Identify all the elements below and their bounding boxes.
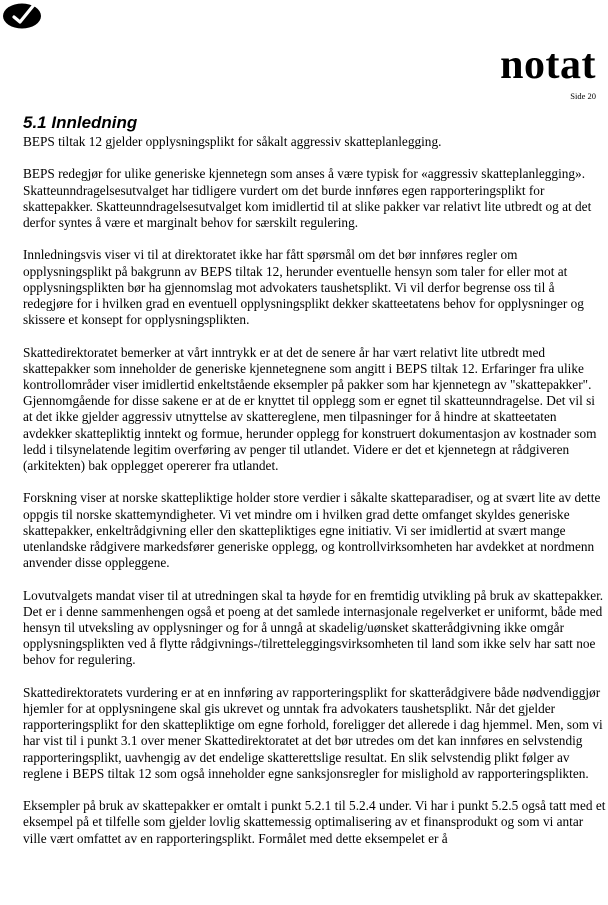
paragraph-2: BEPS redegjør for ulike generiske kjennetegn som anses å være typisk for «aggressiv skatteplanlegging». Skatteunndragelsesutvalget har tidligere vurdert om det burde innføres egen rapporteringsplikt for skattepakker. Skatteunndragelsesutvalget kom imidlertid til at slike pakker var relativt lite utbredt og at det derfor syntes å være et marginalt behov for særskilt regulering. bbox=[23, 166, 592, 230]
paragraph-3: Innledningsvis viser vi til at direktoratet ikke har fått spørsmål om det bør innføres regler om opplysningsplikt på bakgrunn av BEPS tiltak 12, herunder eventuelle hensyn som taler for eller mot at opplysningsplikten bør ha gjennomslag mot advokaters taushetsplikt. Vi vil derfor begrense oss til å redegjøre for i hvilken grad en eventuell opplysningsplikt dekker skatteetatens behov for opplysninger og skissere et konsept for opplysningsplikten. bbox=[23, 247, 584, 328]
ministry-logo-icon bbox=[2, 0, 42, 30]
page-number: Side 20 bbox=[570, 91, 596, 101]
paragraph-1: BEPS tiltak 12 gjelder opplysningsplikt for såkalt aggressiv skatteplanlegging. bbox=[23, 134, 442, 149]
paragraph-5: Forskning viser at norske skattepliktige holder store verdier i såkalte skatteparadiser, og at svært lite av dette oppgis til norske skattemyndigheter. Vi vet mindre om i hvilken grad dette omfanget skyldes generiske skattepakker, enkeltrådgivning eller den skattepliktiges egne initiativ. Vi ser imidlertid at svært mange utenlandske rådgivere markedsfører generiske opplegg, og kontrollvirksomheten har avdekket at nordmenn anvender disse oppleggene. bbox=[23, 490, 601, 571]
paragraph-7: Skattedirektoratets vurdering er at en innføring av rapporteringsplikt for skatterådgivere både nødvendiggjør hjemler for at opplysningene skal gis ukrevet og unntak fra advokaters taushetsplikt. Når det gjelder rapporteringsplikt for den skattepliktige om egne forhold, foreligger det allerede i dag hjemmel. Men, som vi har vist til i punkt 3.1 over mener Skattedirektoratet at det bør utredes om det kan innføres en selvstendig rapporteringsplikt, uavhengig av det endelige skatterettslige resultat. En slik selvstendig plikt følger av reglene i BEPS tiltak 12 som også inneholder egne sanksjonsregler for mislighold av rapporteringsplikten. bbox=[23, 684, 603, 781]
paragraph-6: Lovutvalgets mandat viser til at utredningen skal ta høyde for en fremtidig utvikling på bruk av skattepakker. Det er i denne sammenhengen også et poeng at det samlede internasjonale regelverket er uniformt, både med hensyn til utveksling av opplysninger og for å unngå at skadelig/uønsket skatterådgivning ikke omgår opplysningsplikten ved å flytte rådgivnings-/tilretteleggingsvirksomheten til land som ikke selv har satt noe behov for regulering. bbox=[23, 587, 604, 668]
paragraph-8: Eksempler på bruk av skattepakker er omtalt i punkt 5.2.1 til 5.2.4 under. Vi har i punkt 5.2.5 også tatt med et eksempel på et tilfelle som gjelder lovlig skattemessig optimalisering av et finansprodukt og som vi antar ville vært omfattet av en rapporteringsplikt. Formålet med dette eksempelet er å bbox=[23, 798, 606, 846]
section-heading: 5.1 Innledning bbox=[23, 113, 138, 132]
paragraph-4: Skattedirektoratet bemerker at vårt inntrykk er at det de senere år har vært relativt lite utbredt med skattepakker som inneholder de generiske kjennetegnene som angitt i BEPS tiltak 12. Erfaringer fra ulike kontrollområder viser imidlertid enkeltstående eksempler på pakker som har kjennetegn av "skattepakker". Gjennomgående for disse sakene er at de er knyttet til opplegg som er egnet til skatteunndragelse. Det vil si at det ikke gjelder aggressiv utnyttelse av skattereglene, men tilpasninger for å hindre at skatteetaten avdekker skattepliktig inntekt og formue, herunder opplegg for konstruert dokumentasjon av kostnader som ledd i tilsynelatende legitim overføring av penger til utlandet. Videre er det et kjennetegn at rådgiveren (arkitekten) bak opplegget opererer fra utlandet. bbox=[23, 344, 597, 474]
document-type-title: notat bbox=[500, 42, 596, 88]
document-body bbox=[23, 112, 606, 863]
